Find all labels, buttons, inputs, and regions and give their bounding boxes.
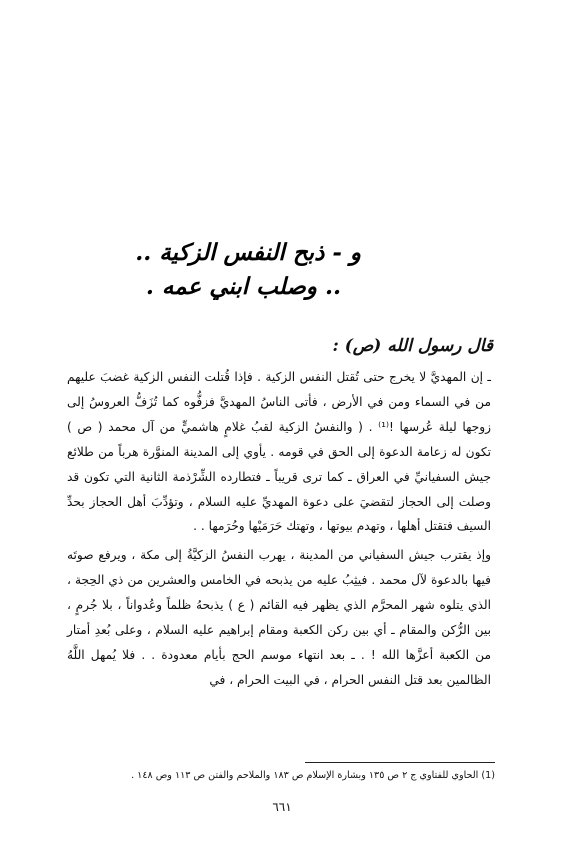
section-heading (63, 236, 363, 304)
footnote-divider (305, 762, 495, 763)
heading-line-2: .. وصلب ابني عمه . (145, 273, 341, 300)
page-number: ٦٦١ (272, 800, 292, 814)
footnote: (1) الحاوي للفتاوي ج ٢ ص ١٣٥ وبشارة الإسلام ص ١٨٣ والملاحم والفتن ص ١١٣ وص ١٤٨ . (131, 770, 495, 781)
quote-intro: قال رسول الله (ص) : (332, 336, 493, 356)
heading-line-1: و - ذبح النفس الزكية .. (135, 239, 361, 266)
body-paragraph-1: ـ إن المهديَّ لا يخرج حتى تُقتل النفس الزكية . فإذا قُتلت النفس الزكية غضبَ عليهم من في السماء ومن في الأرض ، فأتى الناسُ المهديَّ فزفُّوه كما تُزَفُّ العروسُ إلى زوجها ليلة عُرسها !⁽¹⁾ . ( والنفسُ الزكية لقبُ غلامٍ هاشميٍّ من آل محمد ( ص ) تكون له زعامة الدعوة إلى الحق في قومه . يأوي إلى المدينة المنوَّرة هرباً من طلائع جيش السفيانيِّ في العراق ـ كما ترى قريباً ـ فتطارده الشِّرْذمة الثانية التي تكون قد وصلت إلى الحجاز لتقضيَ على دعوة المهديِّ عليه السلام ، وتؤدِّبَ أهل الحجاز بحدِّ السيف فتقتل أهلها ، وتهدم بيوتها ، وتهتك حَرَمَيْها وحُرَمها . . (67, 370, 491, 534)
body-paragraph-2: وإذ يقترب جيش السفياني من المدينة ، يهرب النفسُ الزكيَّةُ إلى مكة ، ويرفع صوتَه فيها بالدعوة لآل محمد . فيثِبُ عليه من يذبحه في الخامس والعشرين من ذي الحِجة ، الذي يتلوه شهر المحرَّم الذي يظهر فيه القائم ( ع ) يذبحهُ ظلماً وعُدواناً ، بلا جُرمٍ ، بين الرُّكن والمقام ـ أي بين ركن الكعبة ومقام إبراهيم عليه السلام ، وعلى بُعدِ أمتار من الكعبة أعزَّها الله ! . ـ بعد انتهاء موسم الحج بأيام معدودة . . فلا يُمهل اللَّهُ الظالمين بعد قتل النفس الحرام ، في البيت الحرام ، في (67, 548, 491, 687)
body-text (67, 365, 491, 693)
